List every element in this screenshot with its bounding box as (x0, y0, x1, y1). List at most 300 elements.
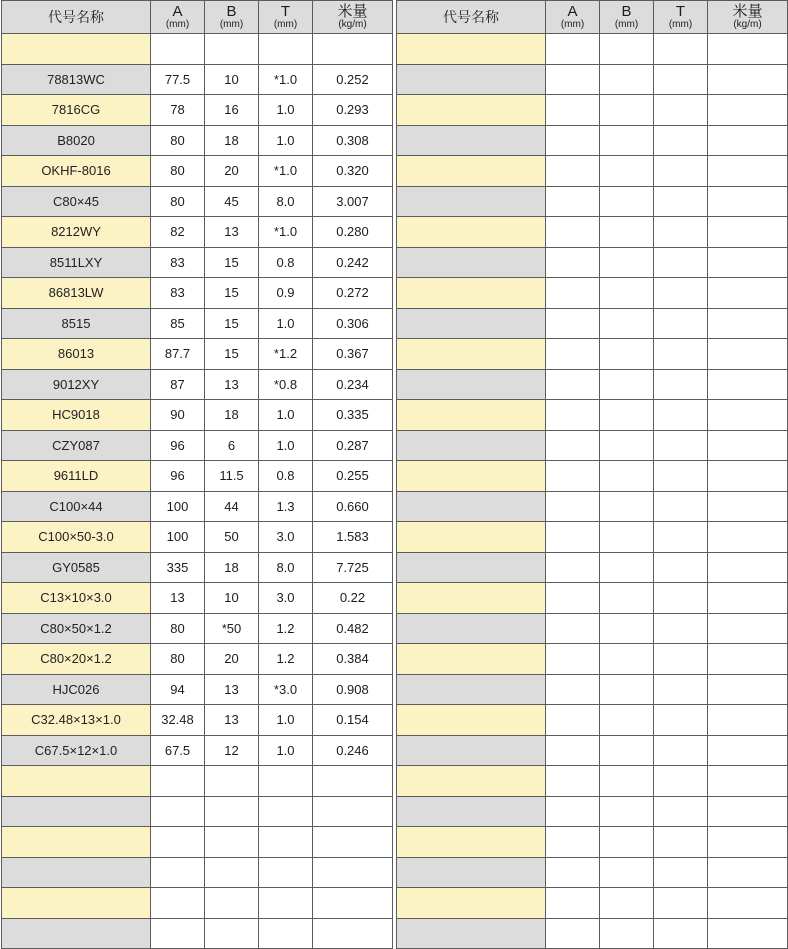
table-row (397, 461, 788, 492)
cell-code: 8515 (2, 308, 151, 339)
table-row (397, 796, 788, 827)
cell-weight: 0.908 (313, 674, 393, 705)
cell-t-empty (654, 186, 708, 217)
cell-code: CZY087 (2, 430, 151, 461)
cell-b-empty (600, 827, 654, 858)
cell-b-empty (600, 95, 654, 126)
cell-a (151, 857, 205, 888)
table-row (397, 247, 788, 278)
cell-a: 77.5 (151, 64, 205, 95)
table-row (2, 888, 393, 919)
table-row (2, 369, 393, 400)
table-row (2, 674, 393, 705)
table-row (2, 278, 393, 309)
cell-a (151, 918, 205, 949)
cell-code: 78813WC (2, 64, 151, 95)
table-row (397, 583, 788, 614)
spec-table-left (1, 0, 393, 949)
cell-weight-empty (708, 491, 788, 522)
cell-t-empty (654, 95, 708, 126)
table-row (2, 186, 393, 217)
header-a-unit: (mm) (560, 19, 585, 30)
header-code: 代号名称 (397, 1, 546, 34)
cell-a: 100 (151, 491, 205, 522)
cell-a (151, 34, 205, 65)
cell-t-empty (654, 247, 708, 278)
table-row (397, 95, 788, 126)
cell-a: 80 (151, 186, 205, 217)
cell-t: 1.0 (259, 95, 313, 126)
cell-weight: 0.255 (313, 461, 393, 492)
header-a (151, 1, 205, 34)
header-a-label: A (172, 3, 183, 20)
cell-weight (313, 888, 393, 919)
cell-b: 18 (205, 125, 259, 156)
cell-weight: 0.252 (313, 64, 393, 95)
table-row (397, 766, 788, 797)
cell-a: 80 (151, 613, 205, 644)
cell-code-empty (397, 339, 546, 370)
cell-weight-empty (708, 644, 788, 675)
cell-a: 96 (151, 461, 205, 492)
cell-t (259, 34, 313, 65)
cell-b-empty (600, 857, 654, 888)
cell-weight: 7.725 (313, 552, 393, 583)
cell-b-empty (600, 369, 654, 400)
cell-t: 8.0 (259, 552, 313, 583)
cell-code-empty (397, 491, 546, 522)
table-row (397, 217, 788, 248)
cell-b-empty (600, 766, 654, 797)
header-b-unit: (mm) (219, 19, 244, 30)
header-weight (708, 1, 788, 34)
header-weight-label: 米量 (337, 3, 368, 20)
cell-weight-empty (708, 796, 788, 827)
table-row (397, 552, 788, 583)
cell-weight: 0.306 (313, 308, 393, 339)
cell-t: 0.9 (259, 278, 313, 309)
cell-weight-empty (708, 888, 788, 919)
cell-b: 13 (205, 217, 259, 248)
table-row (397, 705, 788, 736)
cell-t: 0.8 (259, 247, 313, 278)
cell-b-empty (600, 430, 654, 461)
cell-b (205, 888, 259, 919)
cell-a: 67.5 (151, 735, 205, 766)
cell-weight: 0.293 (313, 95, 393, 126)
table-row (2, 705, 393, 736)
cell-weight: 0.242 (313, 247, 393, 278)
cell-weight-empty (708, 400, 788, 431)
cell-a-empty (546, 674, 600, 705)
cell-a-empty (546, 888, 600, 919)
cell-weight: 0.308 (313, 125, 393, 156)
header-t (654, 1, 708, 34)
cell-b-empty (600, 461, 654, 492)
cell-code-empty (397, 308, 546, 339)
cell-code-empty (397, 644, 546, 675)
table-row (397, 308, 788, 339)
header-weight-unit: (kg/m) (733, 19, 762, 30)
cell-code: HC9018 (2, 400, 151, 431)
cell-code (2, 34, 151, 65)
cell-t-empty (654, 369, 708, 400)
table-row (397, 735, 788, 766)
table-row (397, 339, 788, 370)
cell-t: 1.0 (259, 735, 313, 766)
table-row (397, 430, 788, 461)
header-code: 代号名称 (2, 1, 151, 34)
cell-code (2, 918, 151, 949)
cell-code-empty (397, 796, 546, 827)
cell-t-empty (654, 125, 708, 156)
table-row (2, 400, 393, 431)
cell-code-empty (397, 918, 546, 949)
cell-weight-empty (708, 125, 788, 156)
cell-code: C80×20×1.2 (2, 644, 151, 675)
cell-weight: 0.246 (313, 735, 393, 766)
cell-b: 44 (205, 491, 259, 522)
cell-code: 8511LXY (2, 247, 151, 278)
cell-weight: 0.482 (313, 613, 393, 644)
cell-t-empty (654, 796, 708, 827)
cell-t-empty (654, 156, 708, 187)
cell-code-empty (397, 857, 546, 888)
cell-b-empty (600, 491, 654, 522)
cell-weight: 0.22 (313, 583, 393, 614)
table-row (397, 613, 788, 644)
table-row (2, 918, 393, 949)
cell-b: 10 (205, 64, 259, 95)
cell-weight: 0.272 (313, 278, 393, 309)
cell-b-empty (600, 735, 654, 766)
table-row (397, 857, 788, 888)
cell-code-empty (397, 461, 546, 492)
table-row (397, 278, 788, 309)
cell-a-empty (546, 34, 600, 65)
table-row (2, 735, 393, 766)
cell-weight-empty (708, 461, 788, 492)
header-t-label: T (280, 3, 291, 20)
table-row (2, 766, 393, 797)
table-row (397, 522, 788, 553)
cell-b-empty (600, 888, 654, 919)
table-row (2, 461, 393, 492)
cell-code: C13×10×3.0 (2, 583, 151, 614)
table-row (397, 918, 788, 949)
cell-a-empty (546, 705, 600, 736)
cell-b: *50 (205, 613, 259, 644)
cell-b: 45 (205, 186, 259, 217)
cell-b-empty (600, 186, 654, 217)
cell-t-empty (654, 857, 708, 888)
cell-a (151, 796, 205, 827)
header-t-label: T (675, 3, 686, 20)
header-weight-label: 米量 (732, 3, 763, 20)
cell-code-empty (397, 430, 546, 461)
cell-weight-empty (708, 918, 788, 949)
cell-b-empty (600, 247, 654, 278)
cell-weight: 0.234 (313, 369, 393, 400)
cell-a-empty (546, 400, 600, 431)
cell-code-empty (397, 827, 546, 858)
cell-t-empty (654, 766, 708, 797)
cell-t-empty (654, 339, 708, 370)
cell-b (205, 766, 259, 797)
table-row (397, 125, 788, 156)
cell-weight-empty (708, 430, 788, 461)
header-row (397, 1, 788, 34)
table-row (2, 583, 393, 614)
cell-weight-empty (708, 674, 788, 705)
cell-weight: 0.320 (313, 156, 393, 187)
cell-code: 8212WY (2, 217, 151, 248)
cell-t: *0.8 (259, 369, 313, 400)
cell-b-empty (600, 674, 654, 705)
cell-b: 20 (205, 644, 259, 675)
cell-a-empty (546, 857, 600, 888)
cell-t-empty (654, 522, 708, 553)
cell-a-empty (546, 339, 600, 370)
cell-code-empty (397, 705, 546, 736)
cell-t: 3.0 (259, 522, 313, 553)
cell-t (259, 857, 313, 888)
cell-b: 18 (205, 552, 259, 583)
header-a-label: A (567, 3, 578, 20)
cell-code-empty (397, 613, 546, 644)
cell-a-empty (546, 583, 600, 614)
cell-a-empty (546, 308, 600, 339)
cell-a-empty (546, 125, 600, 156)
header-weight-unit: (kg/m) (338, 19, 367, 30)
cell-code (2, 827, 151, 858)
cell-a-empty (546, 217, 600, 248)
cell-code-empty (397, 583, 546, 614)
cell-a (151, 766, 205, 797)
cell-b-empty (600, 339, 654, 370)
cell-weight-empty (708, 339, 788, 370)
cell-t: *1.0 (259, 64, 313, 95)
cell-weight: 0.280 (313, 217, 393, 248)
cell-weight (313, 796, 393, 827)
cell-b-empty (600, 583, 654, 614)
cell-code-empty (397, 125, 546, 156)
cell-weight-empty (708, 522, 788, 553)
header-t-unit: (mm) (668, 19, 693, 30)
cell-weight-empty (708, 217, 788, 248)
cell-b: 13 (205, 674, 259, 705)
table-row (397, 369, 788, 400)
cell-t (259, 766, 313, 797)
cell-b: 20 (205, 156, 259, 187)
cell-b-empty (600, 400, 654, 431)
header-b (205, 1, 259, 34)
cell-b: 15 (205, 278, 259, 309)
cell-b: 10 (205, 583, 259, 614)
cell-t-empty (654, 705, 708, 736)
table-row (2, 613, 393, 644)
cell-code: 7816CG (2, 95, 151, 126)
cell-weight-empty (708, 735, 788, 766)
table-row (397, 888, 788, 919)
cell-a (151, 827, 205, 858)
cell-t: *1.2 (259, 339, 313, 370)
cell-a-empty (546, 247, 600, 278)
cell-b: 50 (205, 522, 259, 553)
table-row (2, 522, 393, 553)
cell-weight (313, 34, 393, 65)
header-weight (313, 1, 393, 34)
header-row (2, 1, 393, 34)
table-row (2, 430, 393, 461)
table-row (2, 217, 393, 248)
cell-b: 13 (205, 705, 259, 736)
header-b-label: B (621, 3, 632, 20)
cell-code-empty (397, 888, 546, 919)
cell-t: 1.0 (259, 430, 313, 461)
table-row (397, 34, 788, 65)
cell-b: 11.5 (205, 461, 259, 492)
table-row (2, 95, 393, 126)
cell-t-empty (654, 674, 708, 705)
cell-a-empty (546, 796, 600, 827)
cell-t: 1.2 (259, 613, 313, 644)
cell-a-empty (546, 644, 600, 675)
cell-b: 13 (205, 369, 259, 400)
cell-b (205, 34, 259, 65)
cell-weight (313, 766, 393, 797)
cell-t (259, 827, 313, 858)
cell-a (151, 888, 205, 919)
cell-a-empty (546, 461, 600, 492)
cell-b (205, 796, 259, 827)
cell-code-empty (397, 674, 546, 705)
table-row (2, 125, 393, 156)
cell-code-empty (397, 766, 546, 797)
cell-a-empty (546, 278, 600, 309)
cell-code: C80×45 (2, 186, 151, 217)
table-row (2, 552, 393, 583)
table-row (2, 156, 393, 187)
cell-b: 12 (205, 735, 259, 766)
cell-t-empty (654, 552, 708, 583)
cell-code: C100×50-3.0 (2, 522, 151, 553)
cell-b-empty (600, 156, 654, 187)
cell-weight: 0.367 (313, 339, 393, 370)
cell-b: 15 (205, 247, 259, 278)
cell-code-empty (397, 186, 546, 217)
cell-code-empty (397, 369, 546, 400)
cell-b: 18 (205, 400, 259, 431)
cell-a-empty (546, 186, 600, 217)
cell-a-empty (546, 430, 600, 461)
table-row (2, 491, 393, 522)
cell-weight: 0.287 (313, 430, 393, 461)
cell-a-empty (546, 522, 600, 553)
cell-code: 86813LW (2, 278, 151, 309)
cell-code (2, 888, 151, 919)
cell-t: *1.0 (259, 156, 313, 187)
cell-code: 86013 (2, 339, 151, 370)
cell-code: 9012XY (2, 369, 151, 400)
cell-a: 94 (151, 674, 205, 705)
cell-a: 78 (151, 95, 205, 126)
cell-a: 13 (151, 583, 205, 614)
cell-b-empty (600, 34, 654, 65)
cell-weight-empty (708, 613, 788, 644)
cell-code: OKHF-8016 (2, 156, 151, 187)
cell-b-empty (600, 217, 654, 248)
cell-a: 32.48 (151, 705, 205, 736)
cell-t-empty (654, 644, 708, 675)
cell-weight-empty (708, 64, 788, 95)
cell-a-empty (546, 64, 600, 95)
cell-a-empty (546, 95, 600, 126)
cell-a: 80 (151, 125, 205, 156)
cell-b-empty (600, 125, 654, 156)
spec-table-left-body (2, 34, 393, 949)
table-row (397, 491, 788, 522)
cell-t-empty (654, 461, 708, 492)
cell-code-empty (397, 34, 546, 65)
cell-t-empty (654, 400, 708, 431)
cell-t-empty (654, 64, 708, 95)
cell-a-empty (546, 827, 600, 858)
cell-t-empty (654, 613, 708, 644)
cell-weight-empty (708, 95, 788, 126)
cell-t: 1.0 (259, 125, 313, 156)
cell-weight-empty (708, 278, 788, 309)
cell-code: GY0585 (2, 552, 151, 583)
cell-weight-empty (708, 156, 788, 187)
cell-b-empty (600, 522, 654, 553)
cell-t: 1.2 (259, 644, 313, 675)
cell-code-empty (397, 552, 546, 583)
table-row (2, 247, 393, 278)
cell-t-empty (654, 827, 708, 858)
cell-code (2, 796, 151, 827)
cell-a: 83 (151, 247, 205, 278)
cell-weight: 0.384 (313, 644, 393, 675)
cell-a: 100 (151, 522, 205, 553)
cell-t: *3.0 (259, 674, 313, 705)
cell-b (205, 918, 259, 949)
cell-code-empty (397, 400, 546, 431)
cell-a-empty (546, 613, 600, 644)
header-a (546, 1, 600, 34)
header-a-unit: (mm) (165, 19, 190, 30)
header-t-unit: (mm) (273, 19, 298, 30)
cell-t: 1.0 (259, 308, 313, 339)
table-row (2, 796, 393, 827)
cell-a-empty (546, 369, 600, 400)
cell-weight-empty (708, 857, 788, 888)
table-row (2, 644, 393, 675)
cell-weight (313, 857, 393, 888)
cell-b-empty (600, 613, 654, 644)
cell-a: 87 (151, 369, 205, 400)
table-row (397, 156, 788, 187)
cell-t-empty (654, 217, 708, 248)
table-row (2, 827, 393, 858)
table-row (397, 400, 788, 431)
cell-t (259, 888, 313, 919)
cell-t: 1.0 (259, 400, 313, 431)
cell-t-empty (654, 491, 708, 522)
cell-code-empty (397, 64, 546, 95)
table-row (397, 674, 788, 705)
cell-a: 90 (151, 400, 205, 431)
